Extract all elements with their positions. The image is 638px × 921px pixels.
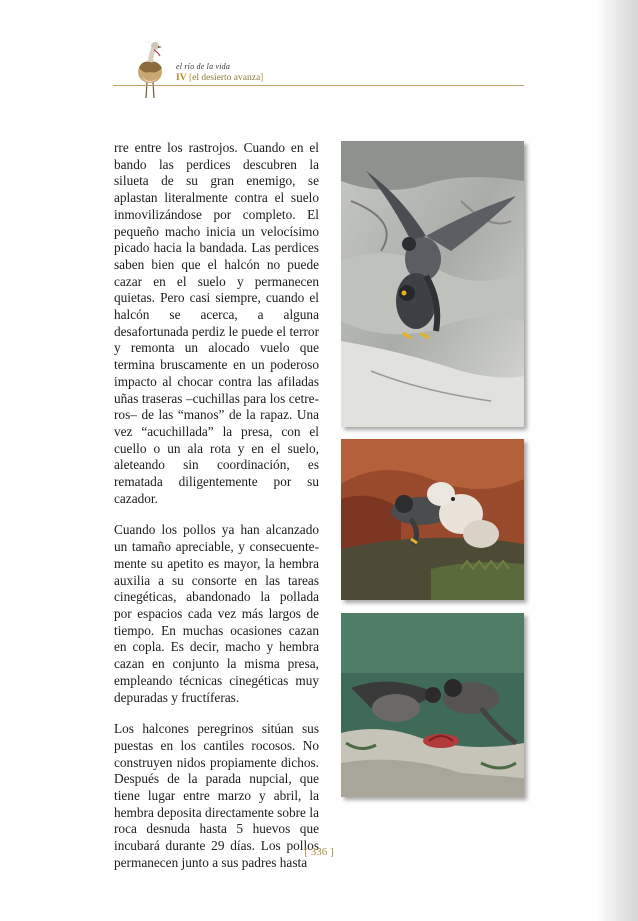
bustard-logo [132, 38, 170, 100]
photo-falcon-with-chicks [341, 439, 524, 600]
paragraph-2: Cuando los pollos ya han alcanzado un tamaño apreciable, y consecuentemente su apetito es mayor, la hembra auxilia a su consorte en las tareas cinegéticas, abandonado la pollada por espacios cada vez más largos de tiempo. En muchas ocasiones cazan en copla. Es decir, macho y hembra cazan en conjunto la misma presa, empleando técnicas cinegéticas muy depuradas y fructíferas. [114, 522, 319, 705]
paragraph-3: Los halcones peregrinos sitúan sus puestas en los cantiles rocosos. No construyen nidos propiamente dichos. Después de la parada nupcial, que tiene lugar entre marzo y abril, la hembra deposita directamente sobre la roca desnuda hasta 5 huevos que incubará durante 29 días. Los pollos permanecen junto a sus padres hasta [114, 721, 319, 870]
bracket-open: [ [188, 73, 193, 83]
bracket-close: ] [260, 73, 264, 83]
series-title: el río de la vida [176, 62, 231, 71]
chapter-title: el desierto avanza [192, 73, 261, 83]
body-text-column [114, 140, 319, 887]
chapter-heading [176, 73, 263, 83]
page-number: [ 336 ] [304, 846, 334, 858]
paragraph-1: rre entre los rastrojos. Cuando en el bando las perdices descubren la silueta de su gran enemigo, se aplastan literalmente contra el suelo inmovilizándose por completo. El pequeño macho inicia un velocísimo picado hacia la bandada. Las perdices saben bien que el halcón no puede cazar en el suelo y permanecen quietas. Pero casi siempre, cuando el halcón se acerca, a alguna desafortunada perdiz le puede el terror y remonta un alocado vuelo que termina bruscamente en un poderoso impacto al chocar contra las afiladas uñas traseras –cuchillas para los cetreros– de las “manos” de la rapaz. Una vez “acuchillada” la presa, con el cuello o un ala rota y en el suelo, aleteando sin coordinación, es rematada diligentemente por su cazador. [114, 140, 319, 506]
photo-falcons-mating-cliff [341, 141, 524, 427]
chapter-number: IV [176, 73, 187, 83]
photo-falcons-feeding-prey [341, 613, 524, 797]
header-rule [113, 85, 524, 86]
page-edge-shadow [596, 0, 638, 921]
